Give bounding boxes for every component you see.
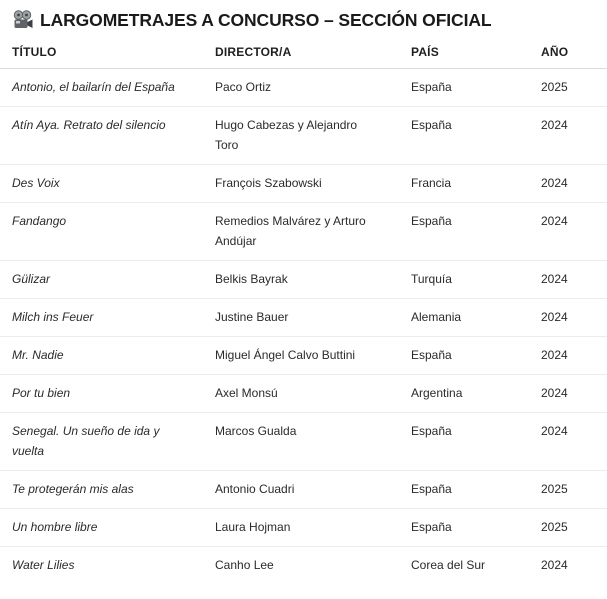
film-title: Fandango [0, 203, 203, 261]
film-director: Antonio Cuadri [203, 471, 399, 509]
table-row [0, 337, 607, 375]
table-row [0, 547, 607, 585]
film-director: Justine Bauer [203, 299, 399, 337]
film-title: Te protegerán mis alas [0, 471, 203, 509]
film-country: España [399, 337, 529, 375]
film-country: España [399, 471, 529, 509]
film-director: Canho Lee [215, 558, 274, 572]
film-year: 2024 [529, 299, 607, 337]
film-title: Gülizar [0, 261, 203, 299]
column-header-year: AÑO [529, 36, 607, 69]
film-country: Alemania [399, 299, 529, 337]
film-title: Des Voix [0, 165, 203, 203]
column-header-title: TÍTULO [0, 36, 203, 69]
film-year: 2024 [529, 261, 607, 299]
film-director: Belkis Bayrak [203, 261, 399, 299]
page-title-text: LARGOMETRAJES A CONCURSO – SECCIÓN OFICIAL [40, 9, 492, 30]
film-title: Un hombre libre [0, 509, 203, 547]
film-title: Por tu bien [0, 375, 203, 413]
film-director: Marcos Gualda [203, 413, 399, 471]
film-year: 2025 [529, 69, 607, 107]
film-country: Turquía [399, 261, 529, 299]
film-title: Mr. Nadie [0, 337, 203, 375]
table-row [0, 375, 607, 413]
film-title: Water Lilies [12, 558, 75, 572]
film-director: Laura Hojman [203, 509, 399, 547]
film-year: 2024 [529, 337, 607, 375]
film-country: España [399, 413, 529, 471]
film-year: 2024 [529, 375, 607, 413]
film-country: España [399, 203, 529, 261]
film-country: Corea del Sur [411, 558, 486, 572]
film-country: España [399, 69, 529, 107]
film-year: 2025 [529, 471, 607, 509]
table-row [0, 413, 607, 471]
table-row [0, 299, 607, 337]
page-title [12, 8, 491, 32]
film-country: España [399, 107, 529, 165]
film-year: 2024 [541, 558, 568, 572]
film-director: Miguel Ángel Calvo Buttini [203, 337, 399, 375]
column-header-director: DIRECTOR/A [203, 36, 399, 69]
film-year: 2024 [529, 413, 607, 471]
film-year: 2024 [529, 165, 607, 203]
table-row [0, 165, 607, 203]
film-country: Francia [399, 165, 529, 203]
film-year: 2024 [529, 203, 607, 261]
film-director: Paco Ortiz [203, 69, 399, 107]
table-row [0, 203, 607, 261]
film-title: Antonio, el bailarín del España [0, 69, 203, 107]
film-year: 2025 [529, 509, 607, 547]
table-row [0, 261, 607, 299]
column-header-country: PAÍS [399, 36, 529, 69]
film-director: François Szabowski [203, 165, 399, 203]
film-title: Senegal. Un sueño de ida y vuelta [0, 413, 203, 471]
film-title: Atín Aya. Retrato del silencio [0, 107, 203, 165]
film-director: Remedios Malvárez y Arturo Andújar [203, 203, 399, 261]
film-camera-icon [12, 9, 34, 31]
film-director: Axel Monsú [203, 375, 399, 413]
films-table [0, 36, 607, 584]
film-director: Hugo Cabezas y Alejandro Toro [203, 107, 399, 165]
film-year: 2024 [529, 107, 607, 165]
table-row [0, 69, 607, 107]
table-row [0, 107, 607, 165]
film-country: España [399, 509, 529, 547]
film-country: Argentina [399, 375, 529, 413]
table-row [0, 471, 607, 509]
table-row [0, 509, 607, 547]
film-title: Milch ins Feuer [0, 299, 203, 337]
table-header-row [0, 36, 607, 69]
